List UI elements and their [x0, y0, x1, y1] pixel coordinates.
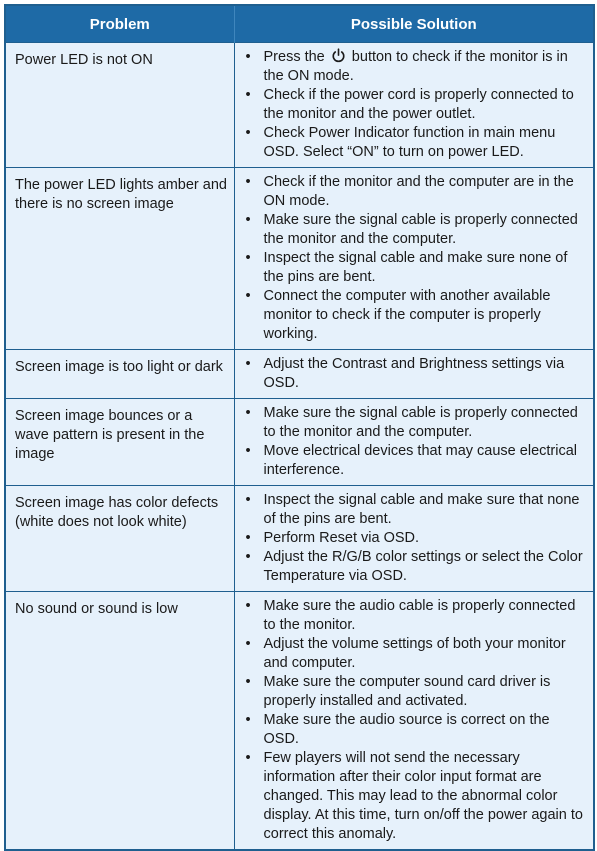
header-row	[5, 5, 594, 43]
solution-item	[242, 86, 588, 124]
problem-cell: Screen image has color defects (white does not look white)	[5, 486, 234, 592]
table-row	[5, 592, 594, 851]
problem-cell: Power LED is not ON	[5, 43, 234, 168]
solution-list	[242, 355, 588, 393]
solution-text: Adjust the R/G/B color settings or select the Color Temperature via OSD.	[263, 549, 583, 584]
solution-text: Adjust the volume settings of both your monitor and computer.	[263, 636, 566, 671]
solution-item	[242, 211, 588, 249]
troubleshooting-table	[4, 4, 595, 851]
solution-text: Connect the computer with another available monitor to check if the computer is properly working.	[263, 288, 551, 342]
problem-column-header: Problem	[5, 5, 234, 43]
solution-item	[242, 48, 588, 86]
solution-text: Move electrical devices that may cause electrical interference.	[263, 443, 577, 478]
bullet: •	[245, 712, 251, 728]
solution-text: Few players will not send the necessary information after their color input format are changed. This may lead to the abnormal color display. At this time, turn on/off the power again to correct this anomaly.	[263, 750, 583, 842]
bullet: •	[245, 250, 251, 266]
table-row	[5, 486, 594, 592]
bullet: •	[245, 288, 251, 304]
solution-list	[242, 597, 588, 844]
bullet: •	[245, 750, 251, 766]
solution-item	[242, 287, 588, 344]
solution-text-before: Press the	[263, 49, 329, 65]
bullet: •	[245, 530, 251, 546]
solution-cell	[234, 486, 594, 592]
bullet: •	[245, 356, 251, 372]
bullet: •	[245, 405, 251, 421]
bullet: •	[245, 443, 251, 459]
solution-cell	[234, 399, 594, 486]
solution-item	[242, 749, 588, 844]
table-row	[5, 43, 594, 168]
solution-item	[242, 529, 588, 548]
solution-item	[242, 491, 588, 529]
bullet: •	[245, 125, 251, 141]
bullet: •	[245, 87, 251, 103]
table-body	[5, 43, 594, 851]
solution-text: Make sure the computer sound card driver is properly installed and activated.	[263, 674, 551, 709]
solution-text: Check if the power cord is properly connected to the monitor and the power outlet.	[263, 87, 574, 122]
solution-text: Perform Reset via OSD.	[263, 530, 420, 546]
bullet: •	[245, 492, 251, 508]
solution-list	[242, 404, 588, 480]
solution-text-after: button to check if the monitor is in the ON mode.	[263, 49, 568, 84]
solution-item	[242, 442, 588, 480]
solution-cell	[234, 592, 594, 851]
solution-item	[242, 404, 588, 442]
solution-item	[242, 548, 588, 586]
solution-text: Inspect the signal cable and make sure that none of the pins are bent.	[263, 492, 580, 527]
solution-text: Make sure the signal cable is properly connected the monitor and the computer.	[263, 212, 578, 247]
solution-text: Make sure the signal cable is properly connected to the monitor and the computer.	[263, 405, 578, 440]
table-header	[5, 5, 594, 43]
bullet: •	[245, 549, 251, 565]
solution-text: Adjust the Contrast and Brightness settings via OSD.	[263, 356, 565, 391]
solution-item	[242, 673, 588, 711]
bullet: •	[245, 49, 251, 65]
solution-text: Check Power Indicator function in main menu OSD. Select “ON” to turn on power LED.	[263, 125, 556, 160]
bullet: •	[245, 636, 251, 652]
solution-item	[242, 597, 588, 635]
solution-item	[242, 173, 588, 211]
solution-list	[242, 173, 588, 344]
table-row	[5, 168, 594, 350]
problem-cell: The power LED lights amber and there is no screen image	[5, 168, 234, 350]
solution-cell	[234, 350, 594, 399]
problem-cell: No sound or sound is low	[5, 592, 234, 851]
solution-item	[242, 711, 588, 749]
solution-item	[242, 124, 588, 162]
solution-cell	[234, 43, 594, 168]
power-icon	[331, 48, 346, 63]
solution-item	[242, 635, 588, 673]
solution-text: Check if the monitor and the computer are in the ON mode.	[263, 174, 574, 209]
solution-text: Make sure the audio cable is properly connected to the monitor.	[263, 598, 576, 633]
problem-cell: Screen image is too light or dark	[5, 350, 234, 399]
table-row	[5, 399, 594, 486]
table-row	[5, 350, 594, 399]
solution-column-header: Possible Solution	[234, 5, 594, 43]
problem-cell: Screen image bounces or a wave pattern is present in the image	[5, 399, 234, 486]
bullet: •	[245, 674, 251, 690]
bullet: •	[245, 174, 251, 190]
bullet: •	[245, 212, 251, 228]
solution-text: Make sure the audio source is correct on the OSD.	[263, 712, 550, 747]
bullet: •	[245, 598, 251, 614]
solution-text: Inspect the signal cable and make sure none of the pins are bent.	[263, 250, 568, 285]
solution-item	[242, 249, 588, 287]
solution-list	[242, 491, 588, 586]
solution-list	[242, 48, 588, 162]
solution-cell	[234, 168, 594, 350]
solution-item	[242, 355, 588, 393]
